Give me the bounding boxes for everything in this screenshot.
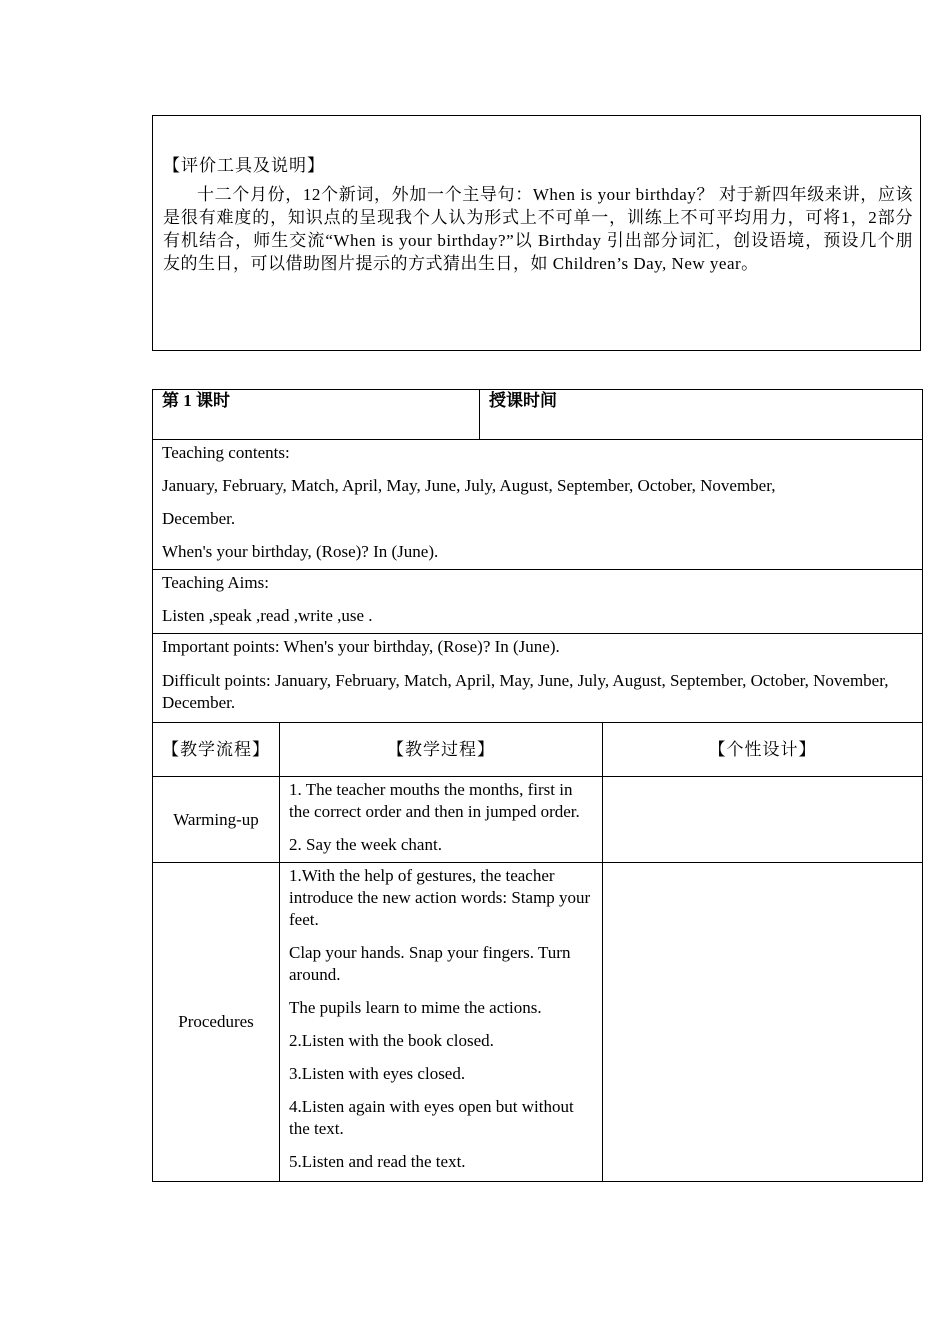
- evaluation-box: [152, 115, 921, 351]
- step: 1. The teacher mouths the months, first in the correct order and then in jumped order.: [289, 780, 580, 821]
- evaluation-title: 【评价工具及说明】: [163, 156, 325, 175]
- points-cell: [153, 634, 923, 723]
- contents-line-2: December.: [162, 509, 236, 528]
- contents-cell: [153, 440, 923, 570]
- lesson-table: [152, 389, 923, 1182]
- step: 4.Listen again with eyes open but without the text.: [289, 1097, 574, 1138]
- step: 5.Listen and read the text.: [289, 1152, 466, 1171]
- design-header: 【个性设计】: [603, 723, 923, 777]
- stage-process: [280, 777, 603, 863]
- aims-text: Listen ,speak ,read ,write ,use .: [162, 606, 373, 625]
- contents-row: [153, 440, 923, 570]
- step: 2.Listen with the book closed.: [289, 1031, 494, 1050]
- stage-name: Warming-up: [153, 777, 280, 863]
- aims-cell: [153, 570, 923, 634]
- step: 3.Listen with eyes closed.: [289, 1064, 466, 1083]
- difficult-points: Difficult points: January, February, Match, April, May, June, July, August, September, October, November, December.: [162, 671, 889, 712]
- contents-label: Teaching contents:: [162, 443, 290, 462]
- step: 2. Say the week chant.: [289, 835, 442, 854]
- stage-process: [280, 863, 603, 1182]
- aims-row: [153, 570, 923, 634]
- stage-row-procedures: [153, 863, 923, 1182]
- stage-row-warming-up: [153, 777, 923, 863]
- contents-line-3: When's your birthday, (Rose)? In (June).: [162, 542, 439, 561]
- aims-label: Teaching Aims:: [162, 573, 269, 592]
- stage-design: [603, 863, 923, 1182]
- flow-header: 【教学流程】: [153, 723, 280, 777]
- step: 1.With the help of gestures, the teacher introduce the new action words: Stamp your feet.: [289, 866, 591, 929]
- points-row: [153, 634, 923, 723]
- column-header-row: [153, 723, 923, 777]
- time-label-cell: 授课时间: [480, 390, 923, 440]
- step: Clap your hands. Snap your fingers. Turn around.: [289, 943, 571, 984]
- important-points: Important points: When's your birthday, (Rose)? In (June).: [162, 637, 560, 656]
- stage-design: [603, 777, 923, 863]
- period-cell: 第 1 课时: [153, 390, 480, 440]
- stage-name: Procedures: [153, 863, 280, 1182]
- lesson-header-row: [153, 390, 923, 440]
- step: The pupils learn to mime the actions.: [289, 998, 542, 1017]
- evaluation-text: 十二个月份，12个新词，外加一个主导句：When is your birthday？ 对于新四年级来讲，应该是很有难度的，知识点的呈现我个人认为形式上不可单一，训练上不可平均用力，可将1，2部分有机结合，师生交流“When is your birthday?”以 Birthday 引出部分词汇，创设语境，预设几个朋友的生日，可以借助图片提示的方式猜出生日，如 Children’s Day, New year。: [163, 185, 913, 273]
- contents-line-1: January, February, Match, April, May, June, July, August, September, October, November,: [162, 476, 776, 495]
- process-header: 【教学过程】: [280, 723, 603, 777]
